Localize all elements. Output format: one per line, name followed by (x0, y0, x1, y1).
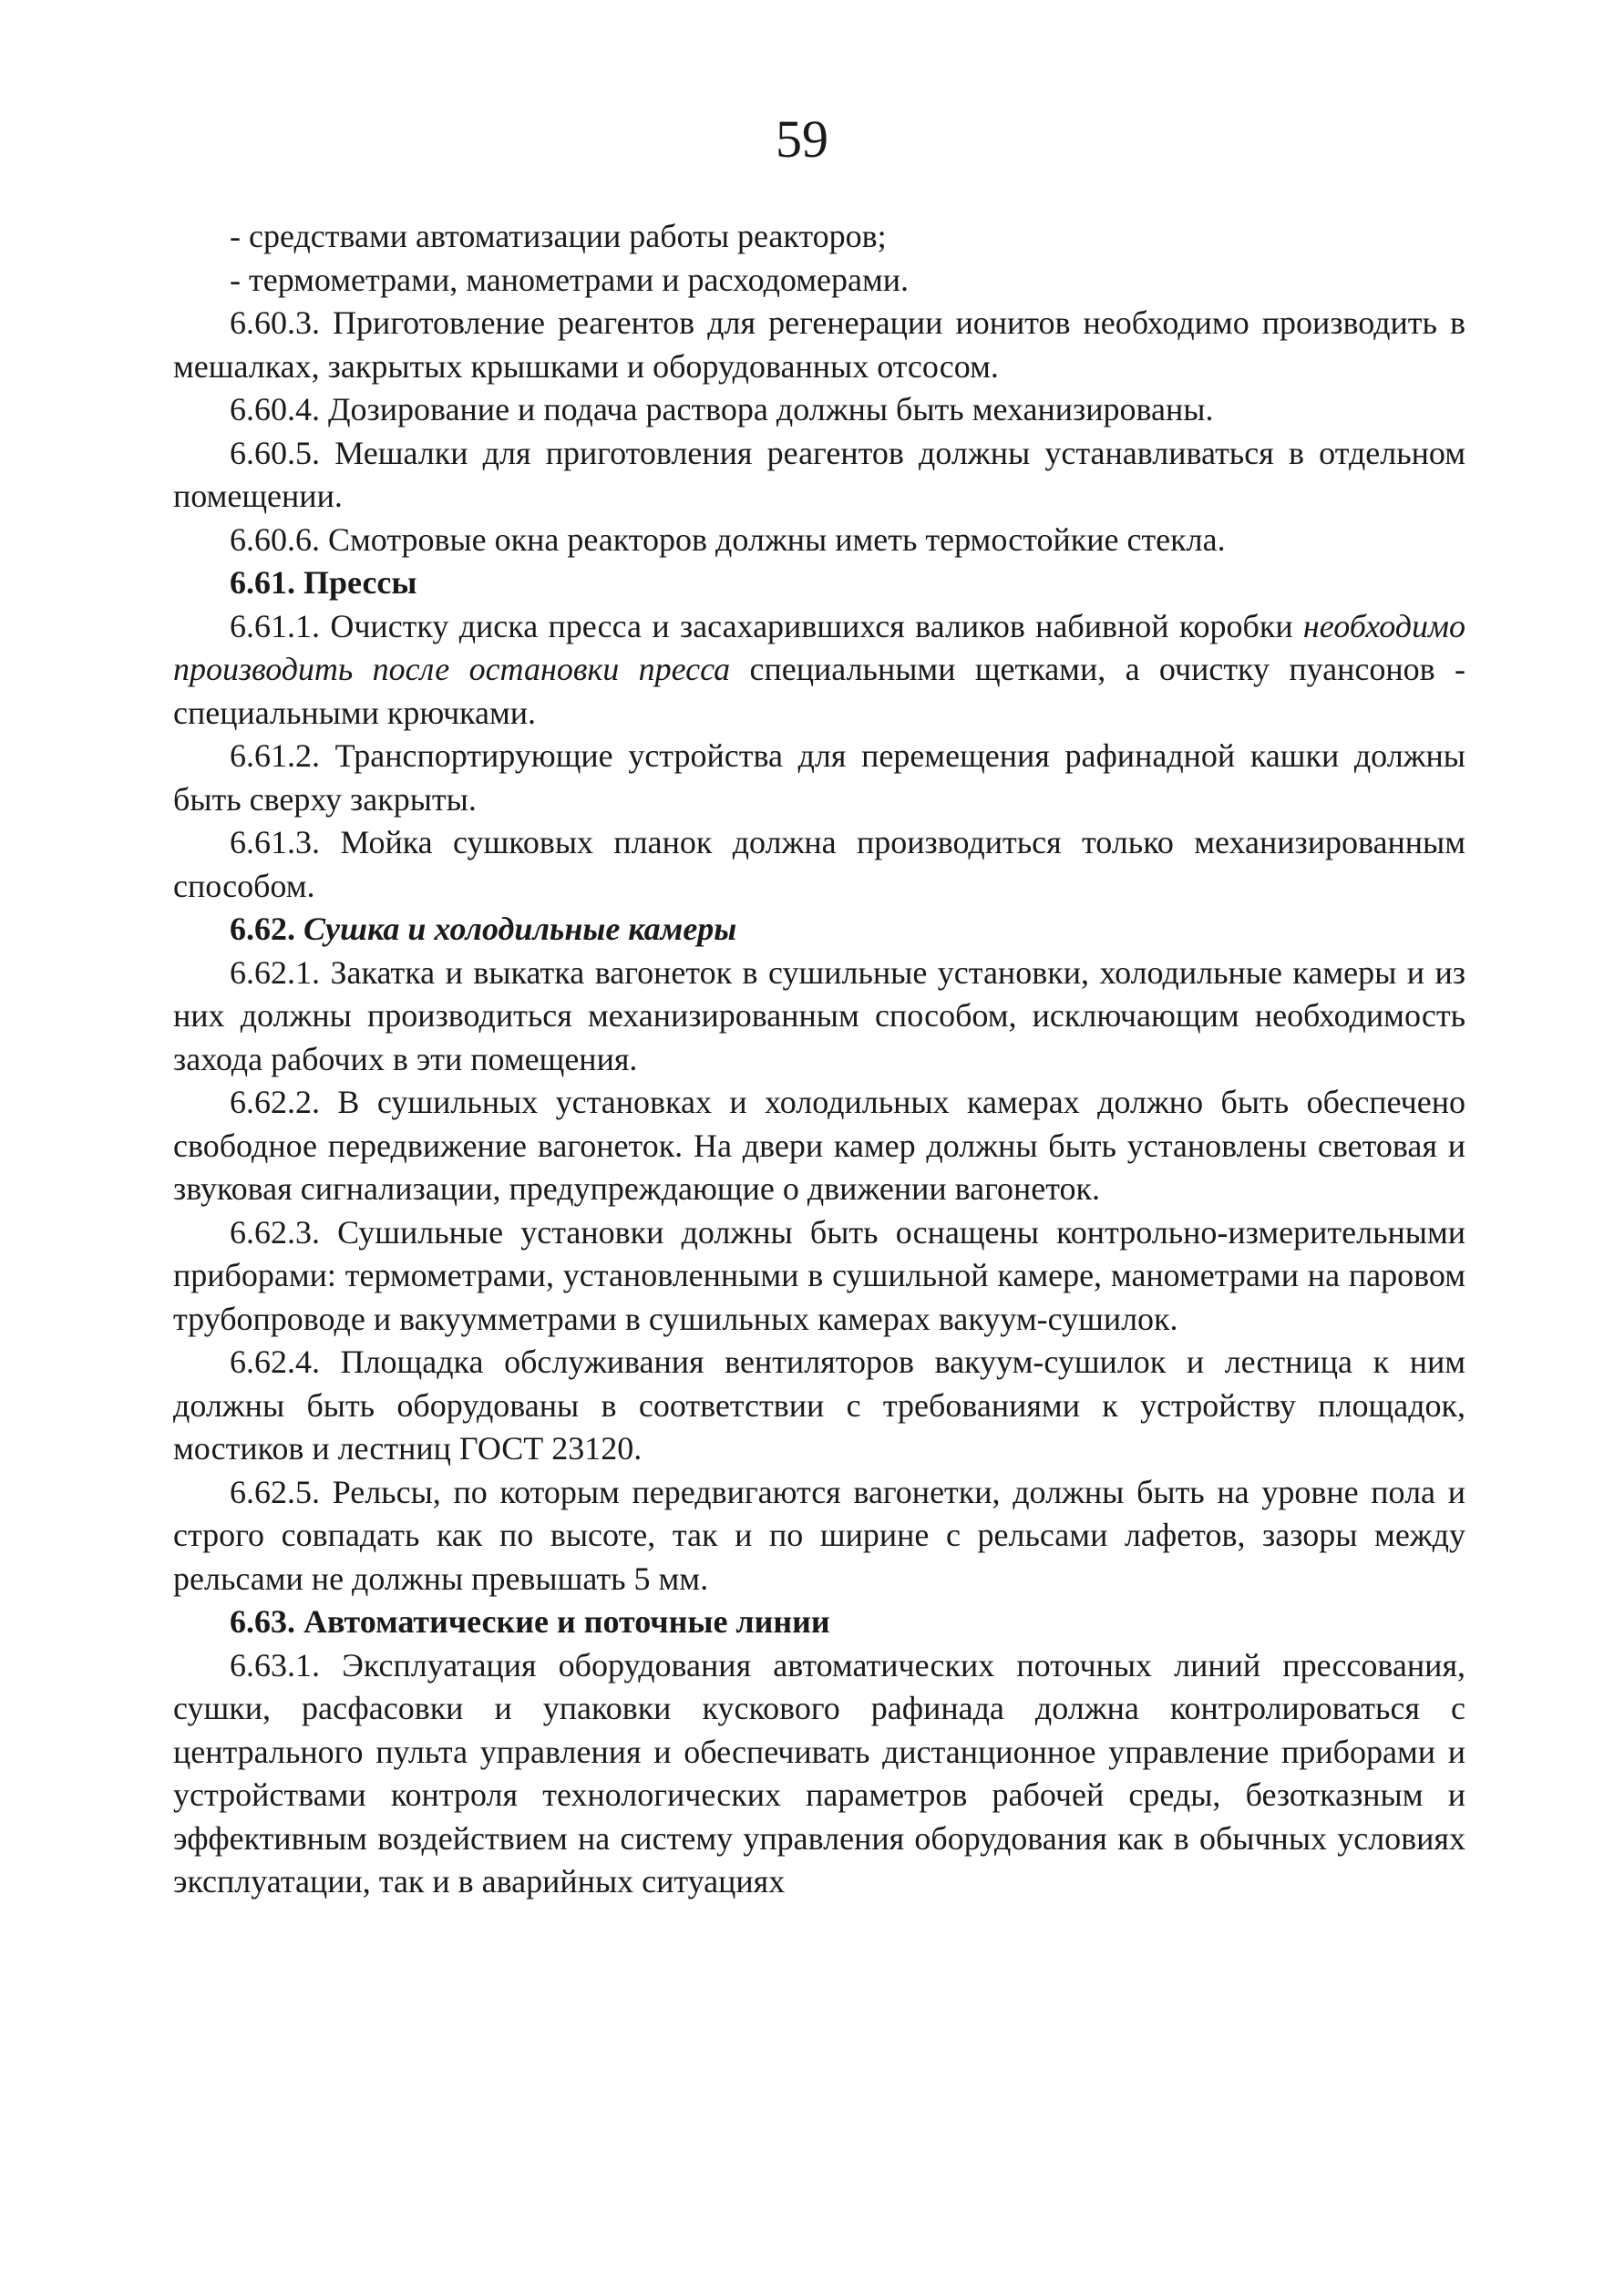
clause-6-61-2: 6.61.2. Транспортирующие устройства для перемещения рафинадной кашки должны быть сверху закрыты. (173, 737, 1465, 818)
clause-6-60-4: 6.60.4. Дозирование и подача раствора должны быть механизированы. (230, 391, 1214, 427)
section-number: 6.62. (230, 911, 295, 947)
section-number: 6.61. (230, 564, 295, 601)
section-number: 6.63. (230, 1603, 295, 1640)
section-title: Автоматические и поточные линии (303, 1603, 830, 1640)
clause-text: специальными щетками, а очистку пуансонов - специальными крючками. (173, 651, 1465, 731)
clause-6-62-5: 6.62.5. Рельсы, по которым передвигаются вагонетки, должны быть на уровне пола и строго совпадать как по высоте, так и по ширине с рельсами лафетов, зазоры между рельсами не должны превышать 5 мм. (173, 1473, 1465, 1597)
clause-6-62-2: 6.62.2. В сушильных установках и холодильных камерах должно быть обеспечено свободное передвижение вагонеток. На двери камер должны быть установлены световая и звуковая сигнализации, предупреждающие о движении вагонеток. (173, 1084, 1465, 1207)
section-heading-6-61 (173, 561, 1465, 605)
section-title: Сушка и холодильные камеры (303, 911, 737, 947)
clause-6-60-6: 6.60.6. Смотровые окна реакторов должны иметь термостойкие стекла. (230, 520, 1226, 558)
section-heading-6-63 (173, 1601, 1465, 1644)
list-item-reactor-automation: - средствами автоматизации работы реакторов; (230, 218, 887, 254)
section-title: Прессы (303, 564, 417, 601)
clause-text: 6.61.1. Очистку диска пресса и засахарившихся валиков набивной коробки (230, 607, 1303, 644)
page-number: 59 (776, 109, 828, 169)
clause-6-60-5: 6.60.5. Мешалки для приготовления реагентов должны устанавливаться в отдельном помещении. (173, 434, 1465, 514)
clause-6-62-1: 6.62.1. Закатка и выкатка вагонеток в сушильные установки, холодильные камеры и из них должны производиться механизированным способом, исключающим необходимость захода рабочих в эти помещения. (173, 953, 1465, 1077)
clause-6-61-1 (173, 605, 1465, 736)
clause-6-61-3: 6.61.3. Мойка сушковых планок должна производиться только механизированным способом. (173, 824, 1465, 904)
section-heading-6-62 (173, 908, 1465, 952)
clause-text-italic: необходимо производить после остановки пресса (173, 607, 1465, 687)
clause-6-60-3: 6.60.3. Приготовление реагентов для регенерации ионитов необходимо производить в мешалках, закрытых крышками и оборудованных отсосом. (173, 304, 1465, 385)
document-body (173, 215, 1465, 1904)
list-item-measuring-devices: - термометрами, манометрами и расходомерами. (230, 261, 910, 298)
clause-6-62-4: 6.62.4. Площадка обслуживания вентиляторов вакуум-сушилок и лестница к ним должны быть оборудованы в соответствии с требованиями к устройству площадок, мостиков и лестниц ГОСТ 23120. (173, 1344, 1465, 1467)
clause-6-63-1: 6.63.1. Эксплуатация оборудования автоматических поточных линий прессования, сушки, расфасовки и упаковки кускового рафинада должна контролироваться с центрального пульта управления и обеспечивать дистанционное управление приборами и устройствами контроля технологических параметров рабочей среды, безотказным и эффективным воздействием на систему управления оборудования как в обычных условиях эксплуатации, так и в аварийных ситуациях (173, 1646, 1465, 1900)
clause-6-62-3: 6.62.3. Сушильные установки должны быть оснащены контрольно-измерительными приборами: термометрами, установленными в сушильной камере, манометрами на паровом трубопроводе и вакуумметрами в сушильных камерах вакуум-сушилок. (173, 1213, 1465, 1337)
